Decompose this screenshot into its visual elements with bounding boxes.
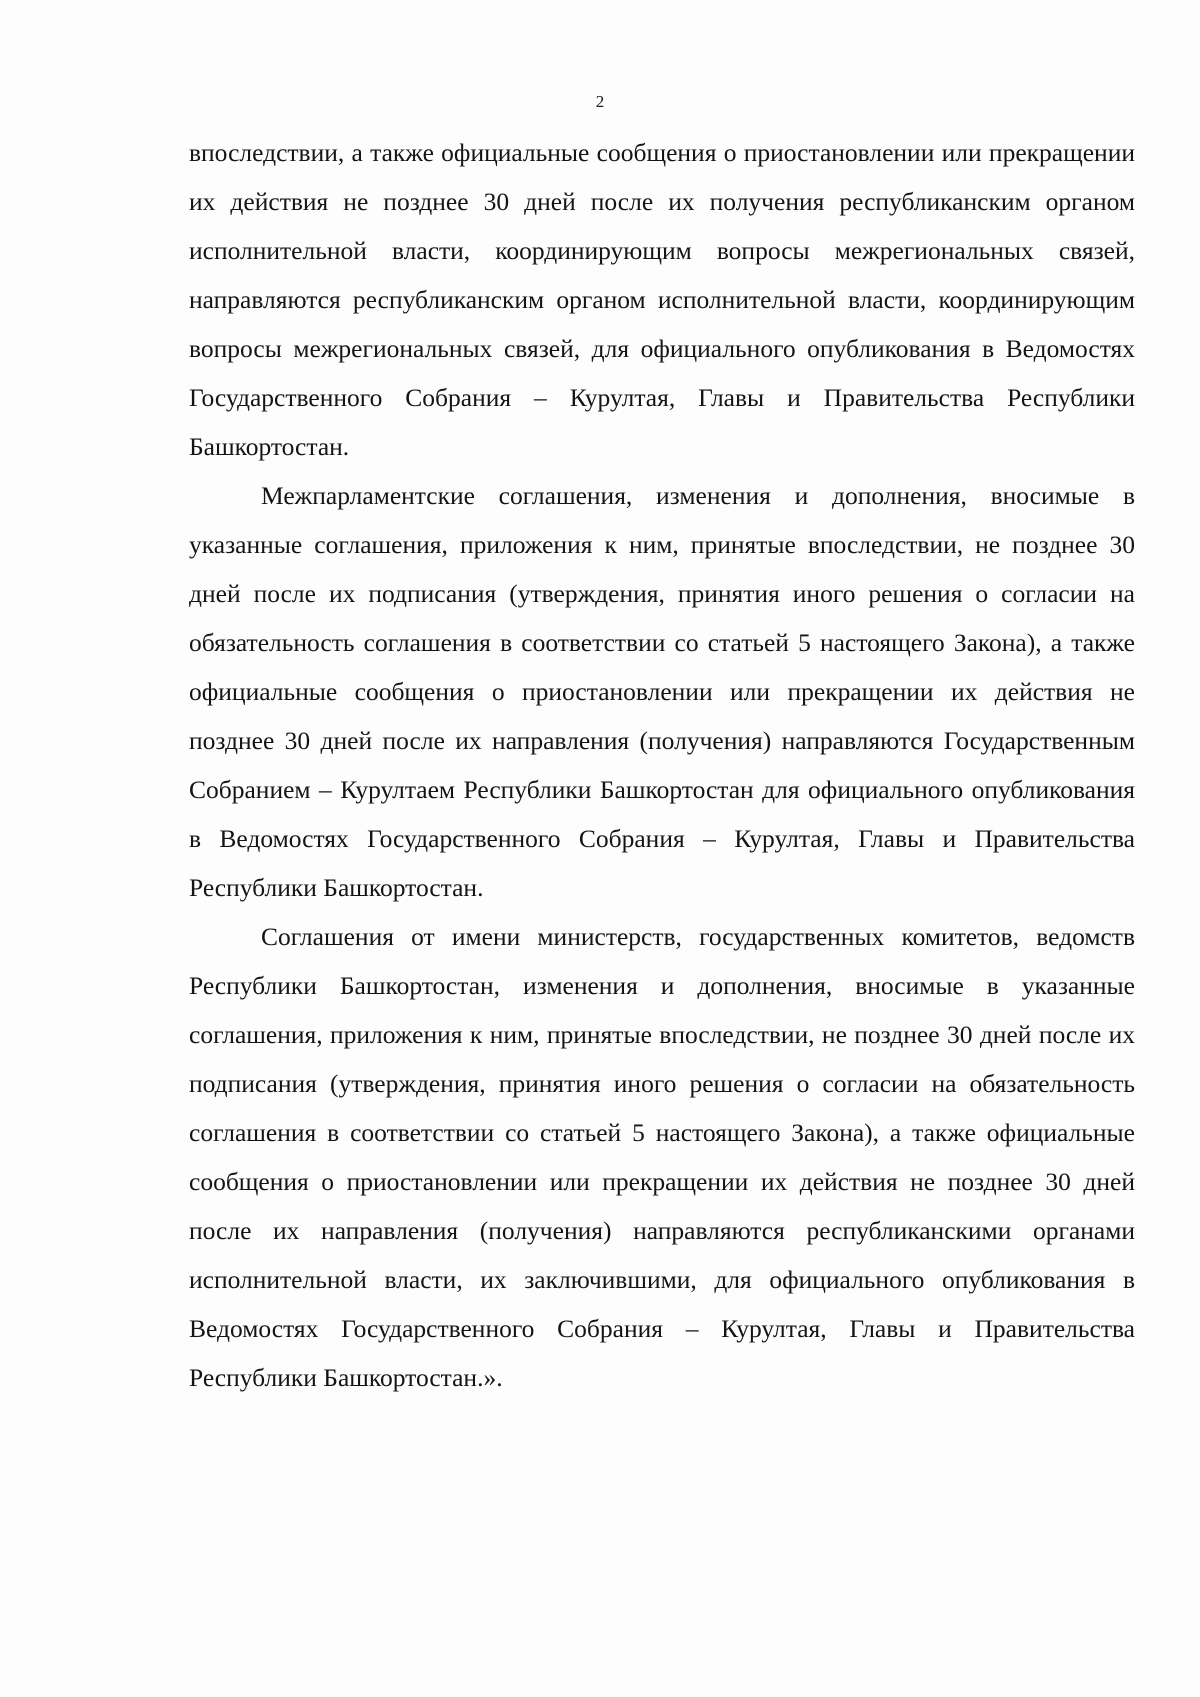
paragraph-continuation: впоследствии, а также официальные сообщения о приостановлении или прекращении их действия не позднее 30 дней после их получения республиканским органом исполнительной власти, координирующим вопросы межрегиональных связей, направляются республиканским органом исполнительной власти, координирующим вопросы межрегиональных связей, для официального опубликования в Ведомостях Государственного Собрания – Курултая, Главы и Правительства Республики Башкортостан. — [189, 138, 1135, 461]
paragraph-ministry-agreements: Соглашения от имени министерств, государственных комитетов, ведомств Республики Башкортостан, изменения и дополнения, вносимые в указанные соглашения, приложения к ним, принятые впоследствии, не позднее 30 дней после их подписания (утверждения, принятия иного решения о согласии на обязательность соглашения в соответствии со статьей 5 настоящего Закона), а также официальные сообщения о приостановлении или прекращении их действия не позднее 30 дней после их направления (получения) направляются республиканскими органами исполнительной власти, их заключившими, для официального опубликования в Ведомостях Государственного Собрания – Курултая, Главы и Правительства Республики Башкортостан.». — [189, 922, 1135, 1392]
document-body — [189, 128, 1135, 1402]
paragraph-interparliamentary-agreements: Межпарламентские соглашения, изменения и дополнения, вносимые в указанные соглашения, приложения к ним, принятые впоследствии, не позднее 30 дней после их подписания (утверждения, принятия иного решения о согласии на обязательность соглашения в соответствии со статьей 5 настоящего Закона), а также официальные сообщения о приостановлении или прекращении их действия не позднее 30 дней после их направления (получения) направляются Государственным Собранием – Курултаем Республики Башкортостан для официального опубликования в Ведомостях Государственного Собрания – Курултая, Главы и Правительства Республики Башкортостан. — [189, 481, 1135, 902]
page-number: 2 — [595, 92, 605, 111]
